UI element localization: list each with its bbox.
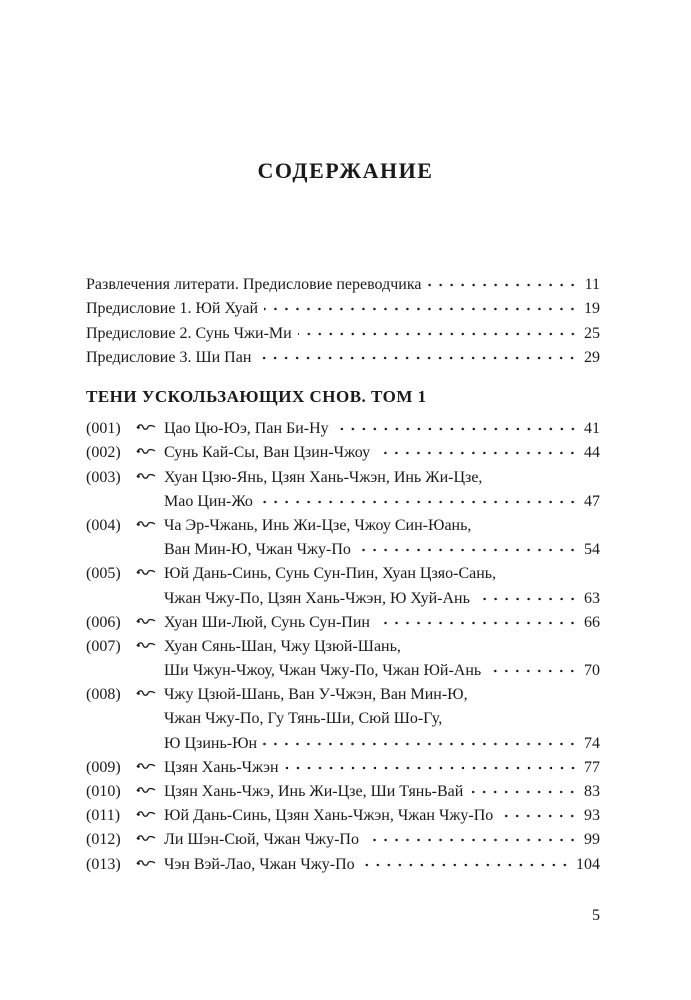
- dot-leader: [264, 304, 578, 314]
- section-heading: ТЕНИ УСКОЛЬЗАЮЩИХ СНОВ. ТОМ 1: [86, 387, 427, 406]
- chapter-line: [164, 849, 600, 873]
- chapter-names: Юй Дань-Синь, Сунь Сун-Пин, Хуан Цзяо-Сань,: [164, 565, 497, 583]
- toc-entry-preface-3[interactable]: [86, 343, 600, 367]
- chapter-number: (002): [86, 444, 121, 462]
- ornament-icon: [128, 559, 164, 583]
- ornament-icon: [128, 438, 164, 462]
- chapter-body: [164, 753, 600, 777]
- ornament-icon: [128, 753, 164, 777]
- chapter-names: Цзян Хань-Чжэн: [164, 758, 279, 776]
- chapter-names: Сунь Кай-Сы, Ван Цзин-Чжоу: [164, 444, 371, 462]
- toc-entry-preface-translator[interactable]: [86, 270, 600, 294]
- toc-entry-title: Предисловие 3. Ши Пан: [86, 348, 252, 366]
- chapter-names: Чэн Вэй-Лао, Чжан Чжу-По: [164, 855, 355, 873]
- dot-leader: [376, 448, 578, 458]
- chapter-line: [164, 728, 600, 752]
- toc-page-number: 74: [584, 734, 600, 752]
- chapter-line: [164, 777, 600, 801]
- chapter-names: Чжан Чжу-По, Гу Тянь-Ши, Сюй Шо-Гу,: [164, 710, 443, 728]
- chapter-names: Ю Цзинь-Юн: [164, 734, 258, 752]
- chapter-names: Хуан Сянь-Шан, Чжу Цзюй-Шань,: [164, 637, 401, 655]
- chapter-names: Ли Шэн-Сюй, Чжан Чжу-По: [164, 831, 359, 849]
- chapter-number: (008): [86, 686, 121, 704]
- toc-entry-title: Предисловие 1. Юй Хуай: [86, 300, 259, 318]
- toc-page-number: 25: [584, 324, 600, 342]
- chapter-number: (004): [86, 516, 121, 534]
- dot-leader: [357, 545, 578, 555]
- ornament-icon: [128, 462, 164, 486]
- toc-page-number: 19: [584, 300, 600, 318]
- chapter-line: [164, 462, 600, 486]
- chapter-number: (010): [86, 783, 121, 800]
- chapter-line: [164, 825, 600, 849]
- chapter-entry[interactable]: [86, 511, 600, 559]
- chapter-entry[interactable]: [86, 825, 600, 849]
- chapter-body: [164, 680, 600, 753]
- toc-page-number: 54: [584, 541, 600, 559]
- chapter-names: Ча Эр-Чжань, Инь Жи-Цзе, Чжоу Син-Юань,: [164, 516, 472, 534]
- chapter-number: (013): [86, 855, 121, 873]
- page-title: СОДЕРЖАНИЕ: [257, 158, 434, 183]
- chapter-number: (006): [86, 613, 121, 631]
- chapter-line: [164, 753, 600, 777]
- dot-leader: [469, 787, 578, 797]
- chapter-line: [164, 535, 600, 559]
- chapter-body: [164, 462, 600, 510]
- chapter-number: (007): [86, 637, 121, 655]
- chapter-body: [164, 777, 600, 801]
- chapter-names: Хуан Ши-Люй, Сунь Сун-Пин: [164, 613, 370, 631]
- chapter-body: [164, 608, 600, 632]
- chapter-line: [164, 414, 600, 438]
- dot-leader: [285, 763, 578, 773]
- toc-entry-preface-1[interactable]: [86, 294, 600, 318]
- toc-page-number: 104: [576, 855, 600, 873]
- chapter-names: Чжан Чжу-По, Цзян Хань-Чжэн, Ю Хуй-Ань: [164, 589, 470, 607]
- chapter-body: [164, 632, 600, 680]
- preface-list: [86, 270, 600, 367]
- ornament-icon: [128, 680, 164, 704]
- ornament-icon: [128, 632, 164, 656]
- chapter-names: Цао Цю-Юэ, Пан Би-Ну: [164, 420, 329, 438]
- dot-leader: [335, 424, 578, 434]
- chapter-number: (011): [86, 807, 121, 825]
- chapter-line: [164, 632, 600, 656]
- chapter-names: Мао Цин-Жо: [164, 492, 253, 510]
- chapter-entry[interactable]: [86, 777, 600, 801]
- chapter-line: [164, 656, 600, 680]
- chapter-names: Хуан Цзю-Янь, Цзян Хань-Чжэн, Инь Жи-Цзе,: [164, 468, 483, 486]
- chapter-names: Ши Чжун-Чжоу, Чжан Чжу-По, Чжан Юй-Ань: [164, 662, 482, 680]
- chapter-body: [164, 414, 600, 438]
- chapter-entry[interactable]: [86, 849, 600, 873]
- toc-page-number: 70: [584, 662, 600, 680]
- chapter-names: Чжу Цзюй-Шань, Ван У-Чжэн, Ван Мин-Ю,: [164, 686, 468, 704]
- chapter-entry[interactable]: [86, 414, 600, 438]
- chapter-body: [164, 849, 600, 873]
- ornament-icon: [128, 825, 164, 849]
- toc-page-number: 93: [584, 807, 600, 825]
- dot-leader: [361, 860, 570, 870]
- chapter-line: [164, 487, 600, 511]
- dot-leader: [476, 594, 578, 604]
- ornament-icon: [128, 777, 164, 801]
- page-number: 5: [592, 907, 600, 924]
- dot-leader: [499, 811, 578, 821]
- ornament-icon: [128, 414, 164, 438]
- chapter-names: Юй Дань-Синь, Цзян Хань-Чжэн, Чжан Чжу-По: [164, 807, 494, 825]
- toc-entry-title: Предисловие 2. Сунь Чжи-Ми: [86, 324, 292, 342]
- dot-leader: [487, 666, 578, 676]
- chapter-line: [164, 583, 600, 607]
- volume-1-section: [86, 384, 600, 874]
- chapter-body: [164, 438, 600, 462]
- toc-page-number: 66: [584, 613, 600, 631]
- dot-leader: [376, 618, 578, 628]
- chapter-line: [164, 608, 600, 632]
- chapter-number: (001): [86, 420, 121, 438]
- toc-page-number: 11: [584, 276, 600, 294]
- chapter-entry[interactable]: [86, 608, 600, 632]
- dot-leader: [298, 329, 578, 339]
- dot-leader: [365, 835, 578, 845]
- toc-page-number: 99: [584, 831, 600, 849]
- toc-page-number: 47: [584, 492, 600, 510]
- chapter-line: [164, 801, 600, 825]
- chapter-entry[interactable]: [86, 632, 600, 680]
- ornament-icon: [128, 849, 164, 873]
- chapter-line: [164, 704, 600, 728]
- chapter-line: [164, 511, 600, 535]
- chapter-list: [86, 414, 600, 874]
- chapter-body: [164, 825, 600, 849]
- toc-entry-title: Развлечения литерати. Предисловие переводчика: [86, 276, 422, 294]
- toc-page-number: 41: [584, 420, 600, 438]
- chapter-names: Цзян Хань-Чжэ, Инь Жи-Цзе, Ши Тянь-Вай: [164, 783, 464, 800]
- dot-leader: [427, 280, 578, 290]
- chapter-entry[interactable]: [86, 753, 600, 777]
- toc-page-number: 63: [584, 589, 600, 607]
- ornament-icon: [128, 608, 164, 632]
- chapter-number: (012): [86, 831, 121, 849]
- dot-leader: [263, 739, 578, 749]
- chapter-entry[interactable]: [86, 438, 600, 462]
- ornament-icon: [128, 511, 164, 535]
- dot-leader: [257, 353, 578, 363]
- chapter-line: [164, 438, 600, 462]
- chapter-line: [164, 680, 600, 704]
- dot-leader: [259, 497, 578, 507]
- chapter-number: (003): [86, 468, 121, 486]
- chapter-entry[interactable]: [86, 462, 600, 510]
- chapter-body: [164, 559, 600, 607]
- toc-page-number: 83: [584, 783, 600, 800]
- chapter-names: Ван Мин-Ю, Чжан Чжу-По: [164, 541, 351, 559]
- toc-page-number: 29: [584, 348, 600, 366]
- chapter-number: (009): [86, 758, 121, 776]
- chapter-body: [164, 801, 600, 825]
- chapter-number: (005): [86, 565, 121, 583]
- chapter-body: [164, 511, 600, 559]
- chapter-line: [164, 559, 600, 583]
- chapter-entry[interactable]: [86, 680, 600, 753]
- chapter-entry[interactable]: [86, 559, 600, 607]
- toc-entry-preface-2[interactable]: [86, 318, 600, 342]
- chapter-entry[interactable]: [86, 801, 600, 825]
- ornament-icon: [128, 801, 164, 825]
- toc-page-number: 44: [584, 444, 600, 462]
- toc-page-number: 77: [584, 758, 600, 776]
